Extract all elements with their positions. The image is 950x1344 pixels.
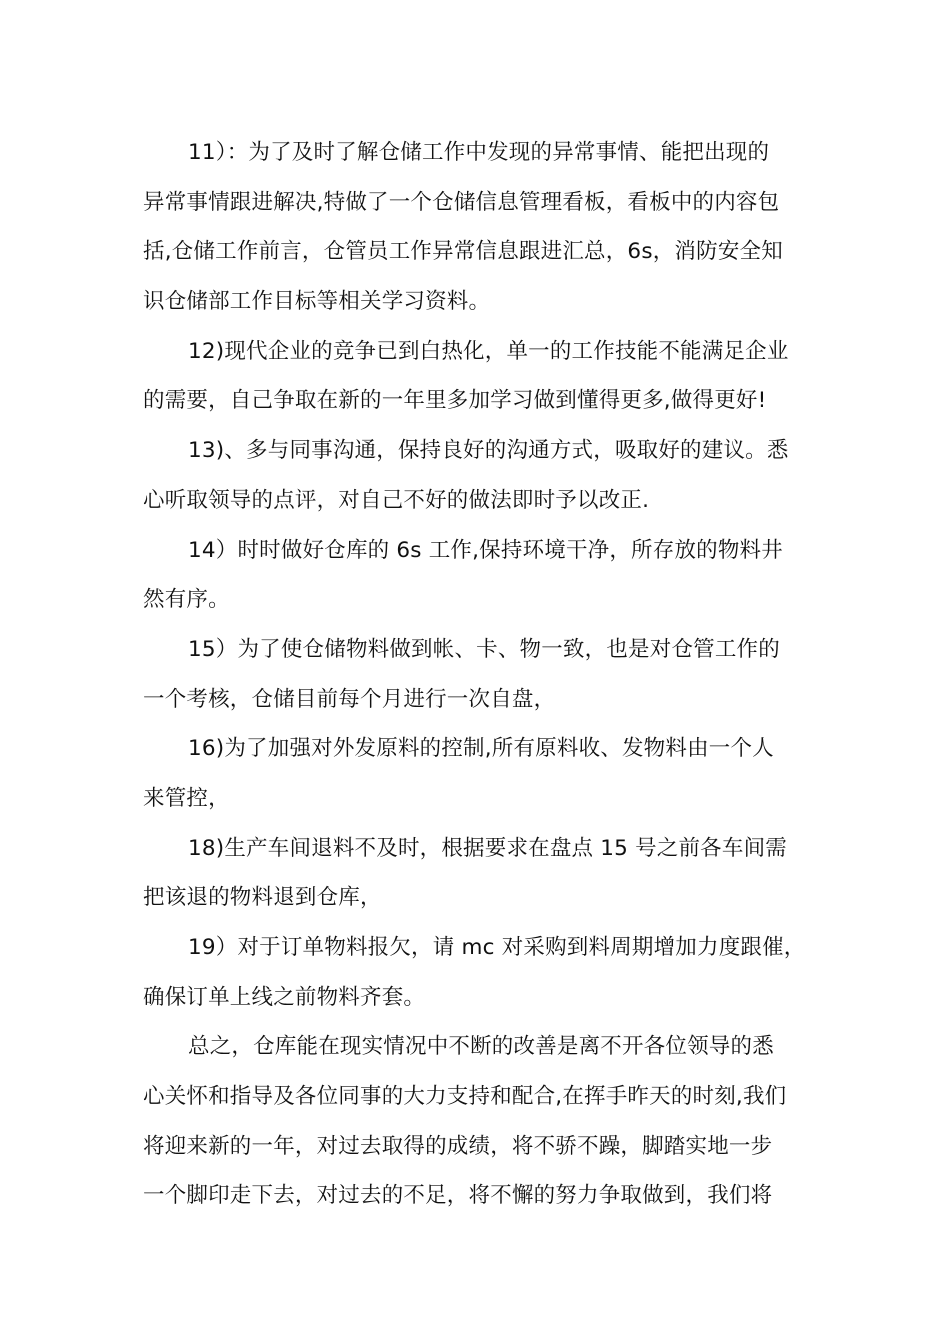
paragraph-conclusion: [143, 1022, 807, 1221]
text-line: 总之，仓库能在现实情况中不断的改善是离不开各位领导的悉: [188, 1034, 774, 1060]
text-line: 12)现代企业的竞争已到白热化，单一的工作技能不能满足企业: [188, 338, 789, 364]
text-line: 括,仓储工作前言，仓管员工作异常信息跟进汇总，6s，消防安全知: [143, 239, 783, 265]
text-line: 一个考核，仓储目前每个月进行一次自盘，: [143, 686, 556, 712]
paragraph-13: [143, 426, 807, 525]
text-line: 13)、多与同事沟通，保持良好的沟通方式，吸取好的建议。悉: [188, 438, 789, 464]
text-line: 异常事情跟进解决,特做了一个仓储信息管理看板，看板中的内容包: [143, 189, 780, 215]
paragraph-15: [143, 625, 807, 724]
text-line: 确保订单上线之前物料齐套。: [143, 984, 426, 1010]
text-line: 19）对于订单物料报欠，请 mc 对采购到料周期增加力度跟催，: [188, 935, 806, 960]
document-body: [143, 128, 807, 1221]
paragraph-11: [143, 128, 807, 327]
text-line: 来管控，: [143, 785, 230, 811]
paragraph-18: [143, 824, 807, 923]
text-line: 11）：为了及时了解仓储工作中发现的异常事情、能把出现的: [188, 140, 770, 165]
text-line: 将迎来新的一年，对过去取得的成绩，将不骄不躁，脚踏实地一步: [143, 1133, 773, 1159]
text-line: 16)为了加强对外发原料的控制,所有原料收、发物料由一个人: [188, 736, 774, 762]
paragraph-14: [143, 526, 807, 625]
text-line: 14）时时做好仓库的 6s 工作,保持环境干净，所存放的物料井: [188, 537, 783, 563]
text-line: 把该退的物料退到仓库，: [143, 885, 382, 911]
text-line: 一个脚印走下去，对过去的不足，将不懈的努力争取做到，我们将: [143, 1183, 773, 1209]
text-line: 18)生产车间退料不及时，根据要求在盘点 15 号之前各车间需: [188, 835, 787, 861]
text-line: 心关怀和指导及各位同事的大力支持和配合,在挥手昨天的时刻,我们: [143, 1084, 787, 1110]
paragraph-19: [143, 923, 807, 1022]
text-line: 然有序。: [143, 587, 230, 613]
paragraph-16: [143, 724, 807, 823]
paragraph-12: [143, 327, 807, 426]
text-line: 的需要，自己争取在新的一年里多加学习做到懂得更多,做得更好!: [143, 388, 767, 414]
text-line: 心听取领导的点评，对自己不好的做法即时予以改正.: [143, 487, 650, 513]
text-line: 识仓储部工作目标等相关学习资料。: [143, 289, 491, 315]
text-line: 15）为了使仓储物料做到帐、卡、物一致，也是对仓管工作的: [188, 636, 780, 662]
